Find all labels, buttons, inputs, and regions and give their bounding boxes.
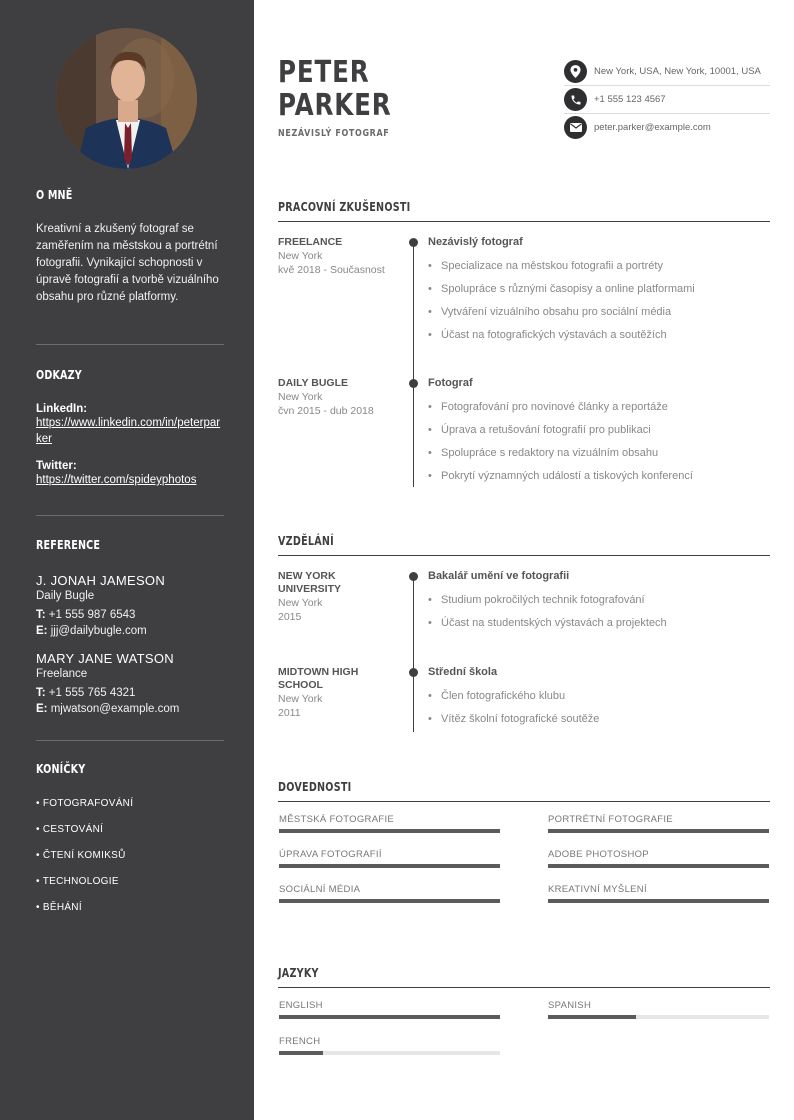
language-item xyxy=(279,1000,500,1019)
phone-label: T: xyxy=(36,609,46,621)
skills-section-title: DOVEDNOSTI xyxy=(278,778,770,802)
phone-text: +1 555 123 4567 xyxy=(594,94,666,105)
linkedin-link[interactable]: https://www.linkedin.com/in/peterparker xyxy=(36,417,221,445)
skill-bar-fill xyxy=(548,899,769,903)
link-label: Twitter: xyxy=(36,460,77,472)
phone-icon xyxy=(564,88,587,111)
bullet-item: • Spolupráce s redaktory na vizuálním obsahu xyxy=(428,446,768,469)
hobby-item: • BĚHÁNÍ xyxy=(36,902,82,913)
links-section xyxy=(36,368,224,488)
role-title: Nezávislý fotograf xyxy=(428,236,523,248)
skill-bar-fill xyxy=(548,864,769,868)
reference-name: MARY JANE WATSON xyxy=(36,651,174,666)
reference-phone: +1 555 765 4321 xyxy=(48,687,136,699)
reference-email: mjwatson@example.com xyxy=(50,703,180,715)
link-item-twitter xyxy=(36,460,224,488)
education-section-title: VZDĚLÁNÍ xyxy=(278,532,770,556)
first-name: PETER xyxy=(278,55,370,90)
timeline-dot xyxy=(409,668,418,677)
timeline-dot xyxy=(409,238,418,247)
hobby-item: • TECHNOLOGIE xyxy=(36,876,119,887)
reference-item xyxy=(36,573,224,639)
reference-phone: +1 555 987 6543 xyxy=(48,609,136,621)
hobbies-title: KONÍČKY xyxy=(36,762,86,776)
hobbies-section xyxy=(36,762,224,927)
bullet-item: • Člen fotografického klubu xyxy=(428,689,768,712)
hobby-item: • CESTOVÁNÍ xyxy=(36,824,104,835)
language-item xyxy=(548,1000,769,1019)
bullet-item: • Studium pokročilých technik fotografování xyxy=(428,593,768,616)
bullet-list xyxy=(428,689,768,735)
bullet-item: • Specializace na městskou fotografii a portréty xyxy=(428,259,768,282)
timeline-dot xyxy=(409,379,418,388)
entry-location: New York xyxy=(278,391,323,403)
skill-label: ÚPRAVA FOTOGRAFIÍ xyxy=(279,849,382,860)
bullet-item: • Vítěz školní fotografické soutěže xyxy=(428,712,768,735)
sidebar-divider xyxy=(36,515,224,516)
entry-dates: kvě 2018 - Současnost xyxy=(278,264,385,276)
school-name: MIDTOWN HIGH SCHOOL xyxy=(278,666,359,691)
hobby-item: • ČTENÍ KOMIKSŮ xyxy=(36,850,126,861)
sidebar-divider xyxy=(36,344,224,345)
phone-label: T: xyxy=(36,687,46,699)
language-bar xyxy=(279,1051,500,1055)
entry-dates: čvn 2015 - dub 2018 xyxy=(278,405,374,417)
skill-item xyxy=(279,884,500,903)
bullet-item: • Účast na fotografických výstavách a soutěžích xyxy=(428,328,768,351)
skill-item xyxy=(548,849,769,868)
school-name: NEW YORK UNIVERSITY xyxy=(278,570,342,595)
language-label: SPANISH xyxy=(548,1000,592,1011)
timeline-line xyxy=(413,242,414,487)
reference-email: jjj@dailybugle.com xyxy=(50,625,147,637)
bullet-list xyxy=(428,259,768,351)
person-name xyxy=(278,56,391,122)
entry-location: New York xyxy=(278,250,323,262)
bullet-item: • Úprava a retušování fotografií pro publikaci xyxy=(428,423,768,446)
bullet-list xyxy=(428,400,768,492)
language-bar-fill xyxy=(279,1015,500,1019)
bullet-list xyxy=(428,593,768,639)
bullet-item: • Fotografování pro novinové články a reportáže xyxy=(428,400,768,423)
skill-bar xyxy=(548,864,769,868)
skill-item xyxy=(279,849,500,868)
about-text: Kreativní a zkušený fotograf se zaměřením na městskou a portrétní fotografii. Vynikající schopnosti v úpravě fotografií a tvorbě vizuálního obsahu pro různé platformy. xyxy=(36,223,219,303)
skill-label: SOCIÁLNÍ MÉDIA xyxy=(279,884,361,895)
contact-phone xyxy=(564,86,770,114)
reference-item xyxy=(36,651,224,717)
about-title: O MNĚ xyxy=(36,188,73,202)
skill-bar xyxy=(279,864,500,868)
language-label: ENGLISH xyxy=(279,1000,323,1011)
skill-bar xyxy=(548,899,769,903)
language-bar xyxy=(279,1015,500,1019)
last-name: PARKER xyxy=(278,88,392,123)
bullet-item: • Pokrytí významných událostí a tiskových konferencí xyxy=(428,469,768,492)
skill-item xyxy=(548,814,769,833)
timeline-line xyxy=(413,576,414,732)
entry-location: New York xyxy=(278,597,323,609)
entry-year: 2015 xyxy=(278,611,302,623)
company-name: DAILY BUGLE xyxy=(278,377,349,389)
links-title: ODKAZY xyxy=(36,368,82,382)
language-item xyxy=(279,1036,500,1055)
skill-label: MĚSTSKÁ FOTOGRAFIE xyxy=(279,814,395,825)
email-text: peter.parker@example.com xyxy=(594,122,711,133)
experience-section-title: PRACOVNÍ ZKUŠENOSTI xyxy=(278,198,770,222)
reference-company: Daily Bugle xyxy=(36,590,95,602)
sidebar-divider xyxy=(36,740,224,741)
twitter-link[interactable]: https://twitter.com/spideyphotos xyxy=(36,474,197,486)
profile-photo xyxy=(56,28,197,169)
languages-section-title: JAZYKY xyxy=(278,964,770,988)
bullet-item: • Spolupráce s různými časopisy a online platformami xyxy=(428,282,768,305)
language-bar-fill xyxy=(279,1051,323,1055)
bullet-item: • Vytváření vizuálního obsahu pro sociální média xyxy=(428,305,768,328)
contact-email xyxy=(564,114,770,142)
entry-location: New York xyxy=(278,693,323,705)
language-label: FRENCH xyxy=(279,1036,321,1047)
skill-bar xyxy=(548,829,769,833)
link-item-linkedin xyxy=(36,403,224,447)
skill-bar xyxy=(279,899,500,903)
skill-label: KREATIVNÍ MYŠLENÍ xyxy=(548,884,647,895)
skill-bar-fill xyxy=(279,864,500,868)
email-label: E: xyxy=(36,703,48,715)
skill-item xyxy=(548,884,769,903)
skill-label: PORTRÉTNÍ FOTOGRAFIE xyxy=(548,814,673,825)
degree-title: Střední škola xyxy=(428,666,498,678)
role-title: Fotograf xyxy=(428,377,473,389)
bullet-item: • Účast na studentských výstavách a projektech xyxy=(428,616,768,639)
skill-bar-fill xyxy=(548,829,769,833)
reference-name: J. JONAH JAMESON xyxy=(36,573,166,588)
location-pin-icon xyxy=(564,60,587,83)
email-label: E: xyxy=(36,625,48,637)
skill-bar-fill xyxy=(279,829,500,833)
language-bar-fill xyxy=(548,1015,636,1019)
about-section xyxy=(36,188,224,306)
references-title: REFERENCE xyxy=(36,538,101,552)
hobby-item: • FOTOGRAFOVÁNÍ xyxy=(36,798,134,809)
skill-bar xyxy=(279,829,500,833)
skill-label: ADOBE PHOTOSHOP xyxy=(548,849,649,860)
timeline-dot xyxy=(409,572,418,581)
entry-year: 2011 xyxy=(278,707,301,719)
degree-title: Bakalář umění ve fotografii xyxy=(428,570,570,582)
hobby-list xyxy=(36,797,224,927)
company-name: FREELANCE xyxy=(278,236,343,248)
sidebar xyxy=(0,0,254,1120)
language-bar xyxy=(548,1015,769,1019)
skill-bar-fill xyxy=(279,899,500,903)
address-text: New York, USA, New York, 10001, USA xyxy=(594,66,761,77)
skill-item xyxy=(279,814,500,833)
contact-address xyxy=(564,58,770,86)
job-title: NEZÁVISLÝ FOTOGRAF xyxy=(278,128,390,139)
mail-icon xyxy=(564,116,587,139)
reference-company: Freelance xyxy=(36,668,88,680)
link-label: LinkedIn: xyxy=(36,403,88,415)
references-section xyxy=(36,538,224,717)
